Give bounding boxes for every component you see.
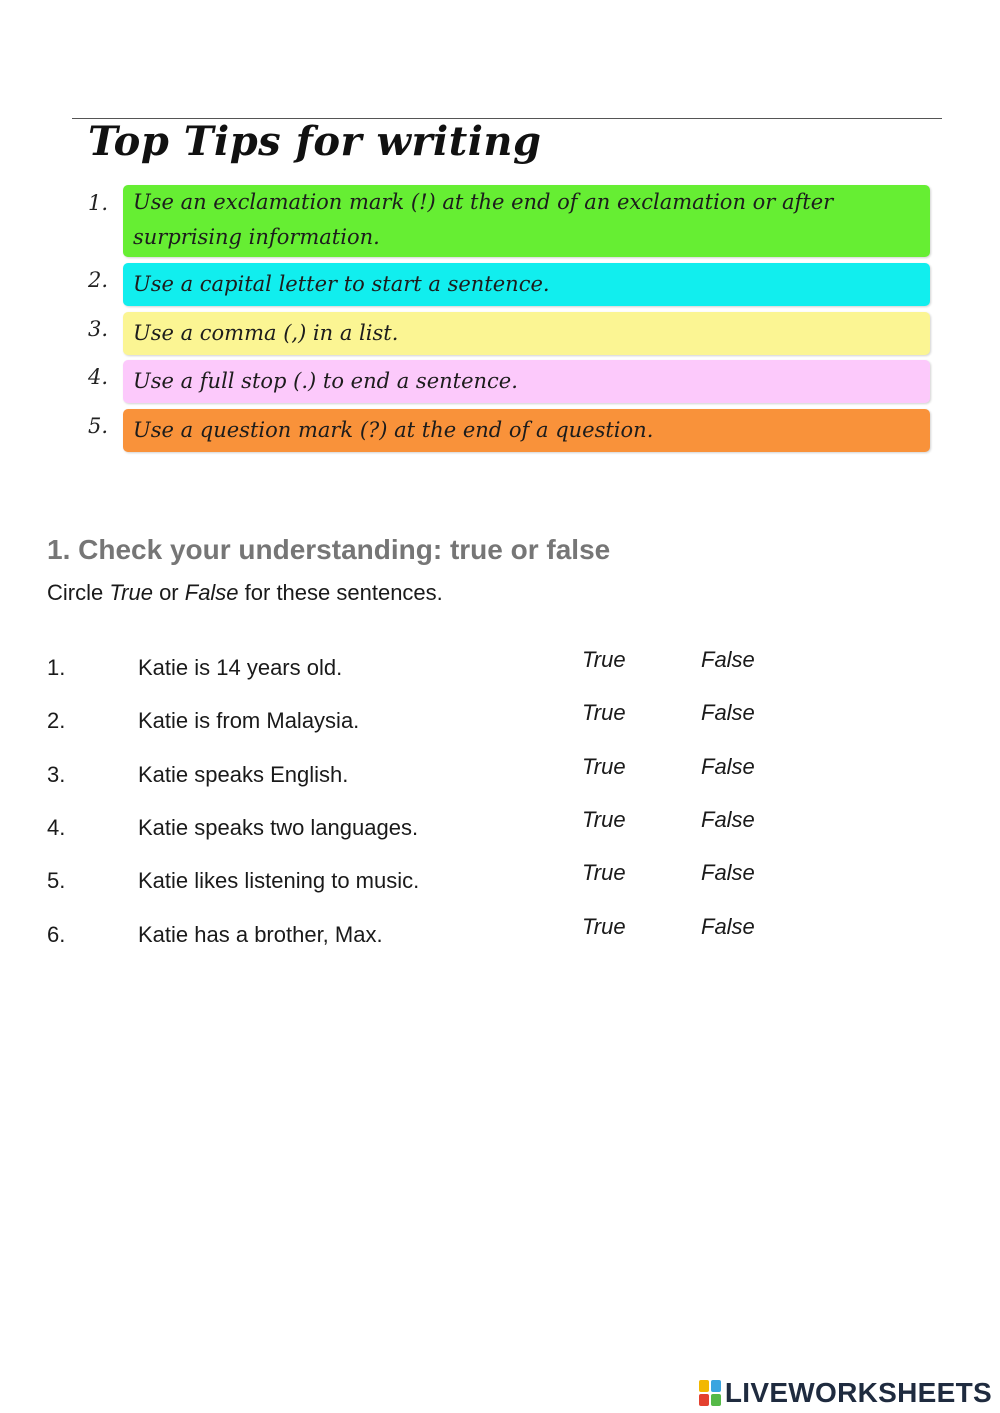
question-number: 3.	[47, 762, 66, 787]
question-row	[47, 914, 807, 954]
tip-item	[88, 263, 930, 306]
tip-number: 1.	[88, 191, 109, 215]
tip-number: 3.	[88, 317, 109, 341]
question-row	[47, 860, 807, 900]
tip-number: 4.	[88, 365, 109, 389]
section-heading: 1. Check your understanding: true or false	[47, 534, 611, 565]
false-option[interactable]: False	[701, 860, 755, 885]
question-row	[47, 807, 807, 847]
false-option[interactable]: False	[701, 754, 755, 779]
tip-number: 2.	[88, 268, 109, 292]
instruction-pre: Circle	[47, 580, 110, 605]
question-row	[47, 700, 807, 740]
tip-number: 5.	[88, 414, 109, 438]
tip-text-box: Use a capital letter to start a sentence.	[123, 263, 930, 306]
true-option[interactable]: True	[582, 914, 626, 939]
question-number: 4.	[47, 815, 66, 840]
tips-title: Top Tips for writing	[88, 118, 542, 165]
true-option[interactable]: True	[582, 700, 626, 725]
tip-text-box: Use a full stop (.) to end a sentence.	[123, 360, 930, 403]
question-number: 1.	[47, 655, 66, 680]
question-number: 5.	[47, 868, 66, 893]
true-option[interactable]: True	[582, 754, 626, 779]
logo-square	[699, 1380, 709, 1392]
logo-square	[711, 1394, 721, 1406]
true-option[interactable]: True	[582, 647, 626, 672]
question-text: Katie is 14 years old.	[138, 655, 343, 680]
question-number: 2.	[47, 708, 66, 733]
false-option[interactable]: False	[701, 647, 755, 672]
logo-square	[711, 1380, 721, 1392]
question-row	[47, 647, 807, 687]
false-option[interactable]: False	[701, 807, 755, 832]
liveworksheets-logo-icon	[699, 1380, 721, 1406]
false-option[interactable]: False	[701, 700, 755, 725]
question-number: 6.	[47, 922, 66, 947]
question-text: Katie speaks two languages.	[138, 815, 419, 840]
question-text: Katie has a brother, Max.	[138, 922, 383, 947]
tip-item	[88, 360, 930, 403]
instruction-false-word: False	[184, 580, 239, 605]
logo-square	[699, 1394, 709, 1406]
tip-text-box: Use an exclamation mark (!) at the end of an exclamation or after surprising information.	[123, 185, 930, 257]
tip-text-box: Use a question mark (?) at the end of a question.	[123, 409, 930, 452]
tip-item	[88, 185, 930, 257]
question-text: Katie speaks English.	[138, 762, 349, 787]
tip-item	[88, 409, 930, 452]
instruction-mid: or	[152, 580, 185, 605]
question-text: Katie likes listening to music.	[138, 868, 420, 893]
brand-text: LIVEWORKSHEETS	[724, 1377, 992, 1408]
instruction-text	[47, 580, 443, 606]
instruction-true-word: True	[109, 580, 153, 605]
false-option[interactable]: False	[701, 914, 755, 939]
liveworksheets-branding[interactable]	[699, 1376, 992, 1410]
question-row	[47, 754, 807, 794]
true-option[interactable]: True	[582, 807, 626, 832]
tip-text-box: Use a comma (,) in a list.	[123, 312, 930, 355]
question-text: Katie is from Malaysia.	[138, 708, 360, 733]
instruction-post: for these sentences.	[238, 580, 443, 605]
tip-item	[88, 312, 930, 355]
true-option[interactable]: True	[582, 860, 626, 885]
